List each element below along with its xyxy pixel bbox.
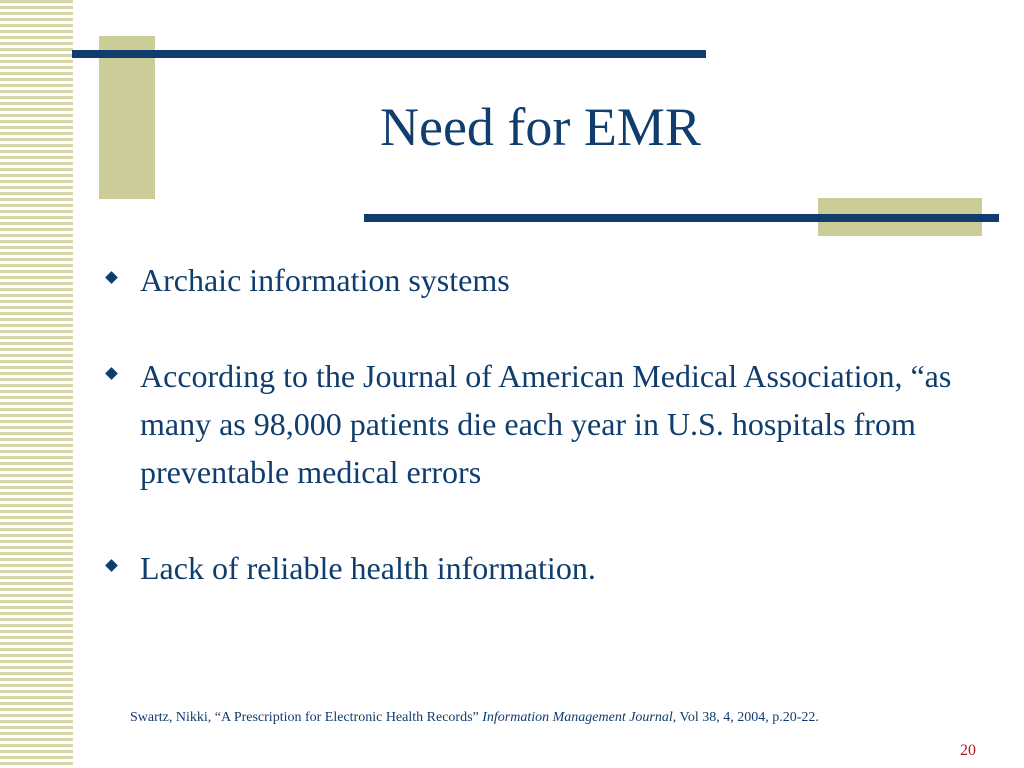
left-stripe-decoration [0, 0, 73, 768]
bullet-item [104, 544, 954, 592]
citation-journal: Information Management Journal [482, 710, 673, 725]
bullet-text: Archaic information systems [140, 262, 510, 298]
title-rule-top [72, 50, 706, 58]
olive-accent-block-top [99, 36, 155, 199]
slide-title: Need for EMR [380, 97, 701, 157]
page-number: 20 [960, 742, 976, 759]
bullet-text: According to the Journal of American Medical Association, “as many as 98,000 patients die each year in U.S. hospitals from preventable medical errors [140, 358, 952, 490]
citation [130, 709, 980, 727]
bullet-item [104, 256, 954, 304]
citation-details: , Vol 38, 4, 2004, p.20-22. [672, 710, 819, 725]
bullet-item [104, 352, 954, 496]
bullet-text: Lack of reliable health information. [140, 550, 596, 586]
diamond-bullet-icon [105, 367, 118, 380]
bullet-list [104, 256, 954, 640]
diamond-bullet-icon [105, 559, 118, 572]
diamond-bullet-icon [105, 271, 118, 284]
citation-text: Swartz, Nikki, “A Prescription for Electronic Health Records” [130, 710, 483, 725]
title-rule-bottom [364, 214, 999, 222]
